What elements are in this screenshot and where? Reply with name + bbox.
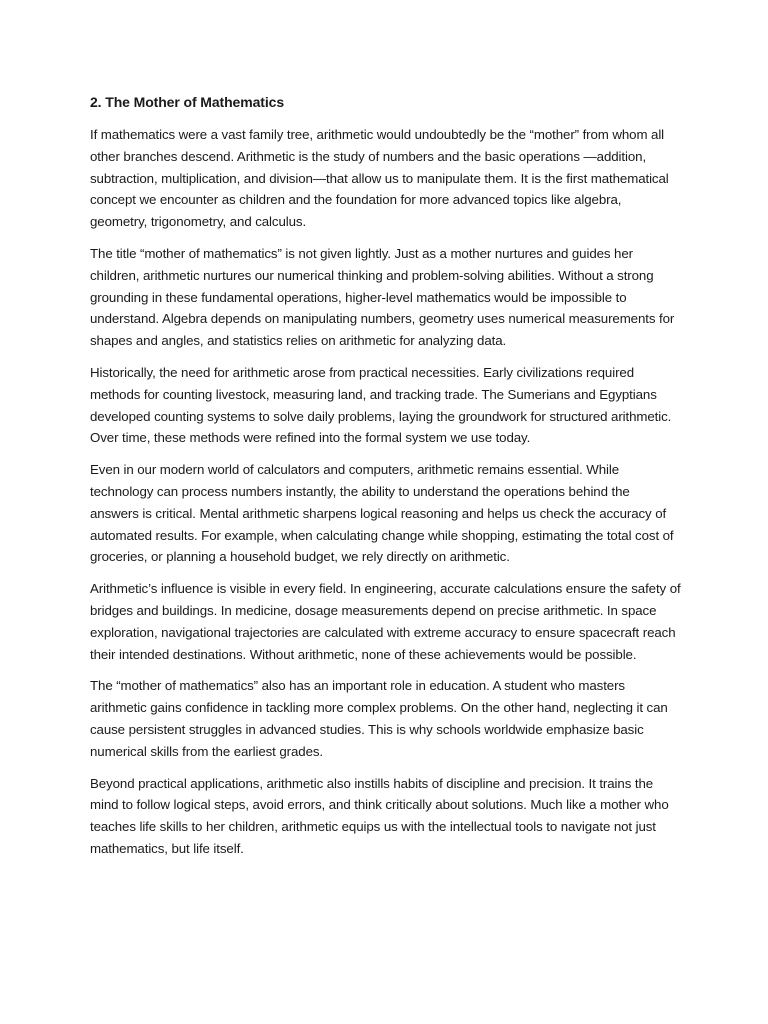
paragraph: Arithmetic’s influence is visible in every field. In engineering, accurate calculations ensure the safety of bridges and buildings. In medicine, dosage measurements depend on precise arithmetic. In space exploration, navigational trajectories are calculated with extreme accuracy to ensure spacecraft reach their intended destinations. Without arithmetic, none of these achievements would be possible.: [90, 581, 681, 662]
paragraph: The title “mother of mathematics” is not given lightly. Just as a mother nurtures and guides her children, arithmetic nurtures our numerical thinking and problem-solving abilities. Without a strong grounding in these fundamental operations, higher-level mathematics would be impossible to understand. Algebra depends on manipulating numbers, geometry uses numerical measurements for shapes and angles, and statistics relies on arithmetic for analyzing data.: [90, 245, 675, 349]
paragraph: The “mother of mathematics” also has an important role in education. A student who masters arithmetic gains confidence in tackling more complex problems. On the other hand, neglecting it can cause persistent struggles in advanced studies. This is why schools worldwide emphasize basic numerical skills from the earliest grades.: [90, 678, 668, 759]
document-body: [90, 92, 682, 870]
section-heading: 2. The Mother of Mathematics: [90, 94, 285, 110]
paragraph: Historically, the need for arithmetic arose from practical necessities. Early civilizations required methods for counting livestock, measuring land, and tracking trade. The Sumerians and Egyptians developed counting systems to solve daily problems, laying the groundwork for structured arithmetic. Over time, these methods were refined into the formal system we use today.: [90, 364, 672, 446]
paragraph: If mathematics were a vast family tree, arithmetic would undoubtedly be the “mother” from whom all other branches descend. Arithmetic is the study of numbers and the basic operations —addition, subtraction, multiplication, and division—that allow us to manipulate them. It is the first mathematical concept we encounter as children and the foundation for more advanced topics like algebra, geometry, trigonometry, and calculus.: [90, 127, 669, 230]
paragraph: Beyond practical applications, arithmetic also instills habits of discipline and precision. It trains the mind to follow logical steps, avoid errors, and think critically about solutions. Much like a mother who teaches life skills to her children, arithmetic equips us with the intellectual tools to navigate not just mathematics, but life itself.: [90, 775, 669, 856]
paragraph: Even in our modern world of calculators and computers, arithmetic remains essential. While technology can process numbers instantly, the ability to understand the operations behind the answers is critical. Mental arithmetic sharpens logical reasoning and helps us check the accuracy of automated results. For example, when calculating change while shopping, estimating the total cost of groceries, or planning a household budget, we rely directly on arithmetic.: [90, 462, 674, 565]
